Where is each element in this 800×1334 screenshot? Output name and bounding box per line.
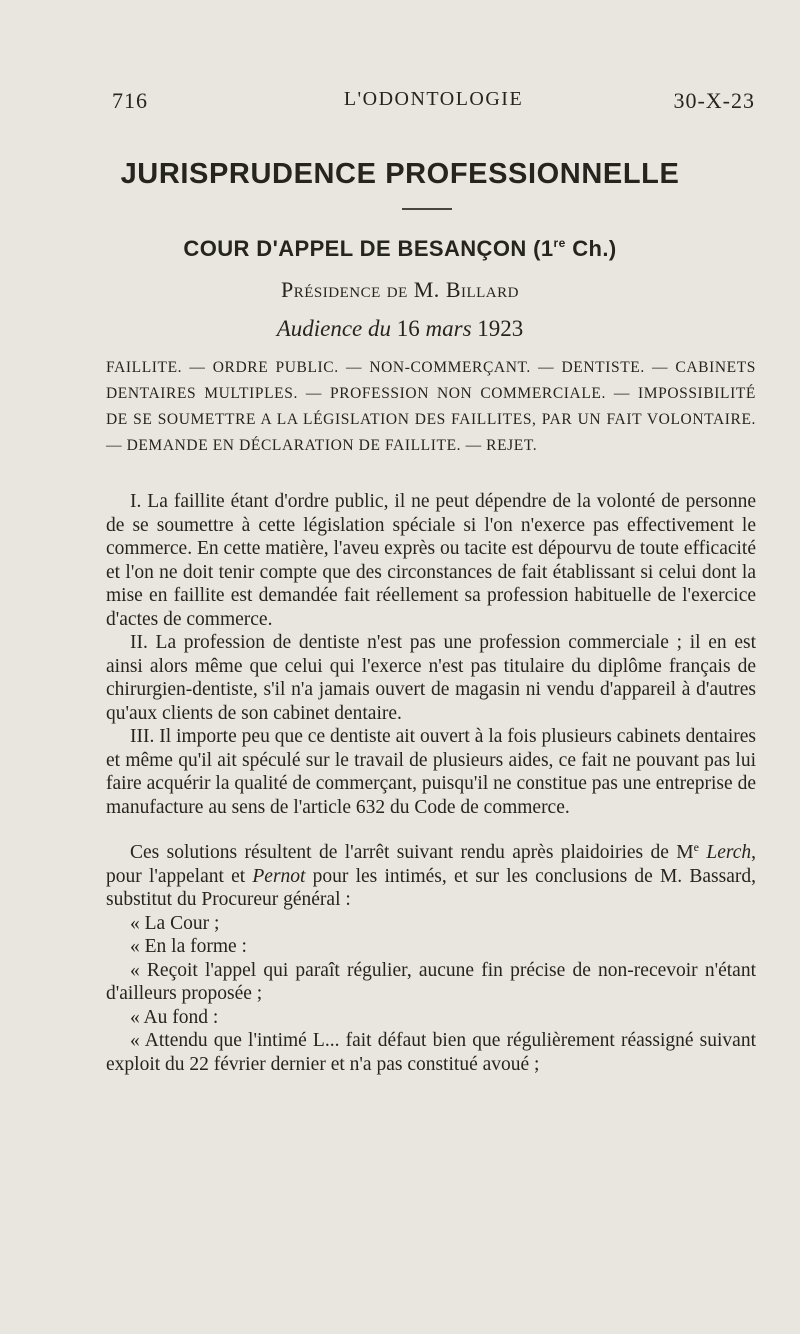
chamber-superscript: re (553, 236, 566, 250)
solutions-text-3: pour les intimés, et sur les conclusions de M. Bassard, substitut du Procureur général : (106, 865, 756, 910)
running-head (112, 88, 755, 118)
hearing-day: 16 (396, 316, 420, 341)
judgment-line-3: « Reçoit l'appel qui paraît régulier, aucune fin précise de non-recevoir n'étant d'ailleurs proposée ; (106, 959, 756, 1004)
page-number: 716 (112, 88, 148, 113)
chamber-label: Ch.) (565, 236, 617, 261)
journal-title: L'ODONTOLOGIE (343, 88, 524, 110)
title-rule (402, 208, 452, 210)
hearing-date (0, 316, 800, 342)
maitre-superscript: e (693, 840, 699, 854)
appellant-counsel: Lerch (706, 842, 752, 863)
hearing-label: Audience du (276, 316, 392, 341)
issue-date: 30-X-23 (673, 88, 755, 113)
summary-paragraph-2: II. La profession de dentiste n'est pas une profession commerciale ; il en est ainsi alors même que celui qui l'exerce n'est pas titulaire du diplôme français de chirurgien-dentiste, s'il n'a jamais ouvert de magasin ni vendu d'appareil à d'autres qu'aux clients de son cabinet dentaire. (106, 632, 756, 724)
hearing-month: mars (425, 316, 472, 341)
judgment-line-5: « Attendu que l'intimé L... fait défaut bien que régulièrement réassigné suivant exploit du 22 février dernier et n'a pas constitué avoué ; (106, 1030, 756, 1075)
court-name: COUR D'APPEL DE BESANÇON (1 (183, 236, 554, 261)
body-text (106, 490, 756, 1076)
solutions-paragraph (106, 836, 756, 912)
solutions-text-2: , pour l'appelant et (106, 842, 757, 887)
respondent-counsel: Pernot (252, 865, 306, 887)
court-heading (0, 236, 800, 262)
presidency-prefix: Présidence de M. (281, 277, 446, 302)
judgment-line-4: « Au fond : (130, 1006, 219, 1028)
keywords-summary: FAILLITE. — ORDRE PUBLIC. — NON-COMMERÇANT. — DENTISTE. — CABINETS DENTAIRES MULTIPLES. — PROFESSION NON COMMERCIALE. — IMPOSSIBILITÉ DE SE SOUMETTRE A LA LÉGISLATION DES FAILLITES, PAR UN FAIT VOLONTAIRE. — DEMANDE EN DÉCLARATION DE FAILLITE. — REJET. (106, 359, 756, 454)
judgment-line-2: « En la forme : (130, 936, 247, 957)
presidency-line (0, 277, 800, 303)
summary-paragraph-1: I. La faillite étant d'ordre public, il ne peut dépendre de la volonté de personne de se soumettre à cette législation spéciale si l'on n'exerce pas effectivement le commerce. En cette matière, l'aveu exprès ou tacite est dépourvu de toute efficacité et l'on ne doit tenir compte que des circonstances de fait établissant si celui dont la mise en faillite est demandée fait réellement sa profession habituelle de l'exercice d'actes de commerce. (106, 491, 756, 630)
hearing-year: 1923 (477, 316, 524, 341)
president-name: Billard (445, 277, 519, 302)
judgment-line-1: « La Cour ; (130, 912, 220, 934)
section-title: JURISPRUDENCE PROFESSIONNELLE (120, 158, 680, 190)
solutions-text-1: Ces solutions résultent de l'arrêt suivant rendu après plaidoiries de M (130, 842, 694, 863)
summary-paragraph-3: III. Il importe peu que ce dentiste ait ouvert à la fois plusieurs cabinets dentaires et même qu'il ait spéculé sur le travail de plusieurs aides, ce fait ne pouvant pas lui faire acquérir la qualité de commerçant, puisqu'il ne constitue pas une entreprise de manufacture au sens de l'article 632 du Code de commerce. (106, 726, 756, 818)
